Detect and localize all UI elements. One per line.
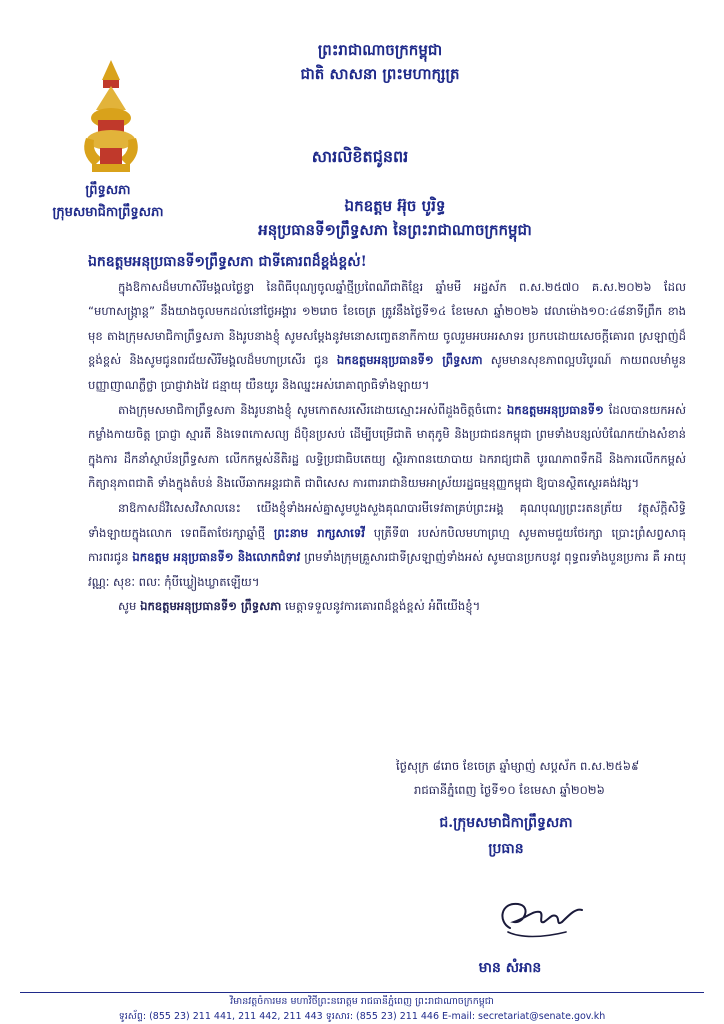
paragraph-3 (88, 496, 686, 594)
footer (20, 994, 704, 1024)
handwritten-signature (480, 888, 600, 948)
signer-organization: ជ.ក្រុមសមាជិកាព្រឹទ្ធសភា (439, 815, 573, 831)
signer-name: មាន សំអាន (478, 960, 542, 976)
recipient-name: ឯកឧត្តម អ៊ុច បូរិទ្ធ (344, 197, 446, 215)
place-and-date: រាជធានីភ្នំពេញ ថ្ងៃទី១០ ខែមេសា ឆ្នាំ២០២៦ (414, 783, 605, 797)
paragraph-3-bold-1: ព្រះនាម រាក្សសាទេវី (273, 525, 365, 540)
paragraph-1-text-a: ក្នុងឱកាសដ៏មហាសិរីមង្គលថ្ងៃខ្វា នៃពិធីបុណ្យចូលឆ្នាំថ្មីប្រពៃណីជាតិខ្មែរ ឆ្នាំមមី អដ្ឋស័ក ព.ស.២៥៧០ គ.ស.២០២៦ ដែល “មហាសង្ក្រាន្ត” នឹងយាងចូលមកដល់នៅថ្ងៃអង្គារ ១២រោច ខែចេត្រ ត្រូវនឹងថ្ងៃទី១៤ ខែមេសា ឆ្នាំ២០២៦ វេលាម៉ោង១០:៤៨នាទីព្រឹក ខាងមុខ តាងក្រុមសមាជិកាព្រឹទ្ធសភា និងរូបនាងខ្ញុំ សូមសម្តែងនូវមនោសញ្ចេតនាកីកាយ ចូលរួមអបអរសាទរ ប្រកបដោយសេចក្តីគោរព ស្រឡាញ់ដ៏ខ្ពង់ខ្ពស់ និងសូមជូនពរជ័យសិរីមង្គលដ៏មហាប្រសើរ ជូន (88, 279, 686, 368)
date-block (396, 754, 696, 802)
paragraph-2-text-b: ដែលបានយកអស់កម្លាំងកាយចិត្ត ប្រាជ្ញា ស្មារតី និងទេពកោសល្យ ដ៏ប៉ិនប្រសប់ ដើម្បីបម្រើជាតិ មាតុភូមិ និងប្រជាជនកម្ពុជា ព្រមទាំងបន្សល់បំណែកយ៉ាងសំខាន់ក្នុងការ ដឹកនាំស្ថាប័នព្រឹទ្ធសភា លើកកម្ពស់នីតិរដ្ឋ លទ្ធិប្រជាធិបតេយ្យ ស្ថិរភាពនយោបាយ ឯករាជ្យជាតិ បូរណភាពទឹកដី និងការលើកកម្ពស់កិត្យានុភាពជាតិ ទាំងក្នុងតំបន់ និងលើឆាកអន្តរជាតិ ជាពិសេស ការពាររាជានិយមអាស្រ័យរដ្ឋធម្មនុញ្ញកម្ពុជា ឱ្យបានស្ថិតស្ថេរគង់វង្ស។ (88, 402, 686, 491)
closing-bold: ឯកឧត្តមអនុប្រធានទី១ ព្រឹទ្ធសភា (140, 599, 282, 614)
letter-body (88, 250, 686, 619)
kingdom-name: ព្រះរាជាណាចក្រកម្ពុជា (317, 41, 443, 59)
recipient-block (200, 194, 590, 242)
document-title: សារលិខិតជូនពរ (311, 147, 409, 166)
signer-block (396, 810, 616, 862)
paragraph-1 (88, 275, 686, 398)
senate-name: ព្រឹទ្ធសភា (85, 183, 131, 198)
closing-line (88, 594, 686, 619)
signer-title: ប្រធាន (488, 841, 524, 857)
kingdom-motto (250, 38, 510, 86)
national-motto: ជាតិ សាសនា ព្រះមហាក្សត្រ (300, 65, 460, 83)
senate-organization (24, 180, 192, 224)
senate-emblem-logo (76, 58, 146, 176)
recipient-position: អនុប្រធានទី១ព្រឹទ្ធសភា នៃព្រះរាជាណាចក្រកម្ពុជា (258, 221, 532, 239)
paragraph-3-text-c: ព្រមទាំងក្រុមគ្រួសារជាទីស្រឡាញ់ទាំងអស់ សូមបានប្រកបនូវ ពុទ្ធពរទាំងបួនប្រការ គឺ អាយុ វណ្ណៈ សុខៈ ពលៈ កុំបីឃ្លៀងឃ្លាតឡើយ។ (88, 550, 686, 589)
lunar-date: ថ្ងៃសុក្រ ៨រោច ខែចេត្រ ឆ្នាំម្សាញ់ សប្តស័ក ព.ស.២៥៦៩ (396, 759, 640, 773)
paragraph-1-text-b: សូមមានសុខភាពល្អបរិបូរណ៍ កាយពលមាំមួន បញ្ញាញាណភ្លឺថ្លា ប្រាជ្ញាវាងវៃ ជន្មាយុ យឺនយូរ និងឈ្នះអស់រោគាព្យាធិទាំងឡាយ។ (88, 353, 686, 392)
closing-text-b: មេត្តាទទួលនូវការគោរពដ៏ខ្ពង់ខ្ពស់ អំពីយើងខ្ញុំ។ (284, 599, 481, 614)
paragraph-2 (88, 398, 686, 496)
committee-name: ក្រុមសមាជិកាព្រឹទ្ធសភា (52, 205, 164, 220)
paragraph-3-bold-2: ឯកឧត្តម អនុប្រធានទី១ និងលោកជំទាវ (132, 550, 301, 565)
paragraph-3-text-b: បុត្រីទី៣ របស់កបិលមហាព្រហ្ម សូមតាមជួយថែរក្សា ប្រោះព្រំសព្វសាធុការពរជូន (88, 525, 686, 565)
salutation: ឯកឧត្តមអនុប្រធានទី១ព្រឹទ្ធសភា ជាទីគោរពដ៏ខ្ពង់ខ្ពស់! (88, 254, 367, 270)
paragraph-1-bold: ឯកឧត្តមអនុប្រធានទី១ ព្រឹទ្ធសភា (336, 353, 483, 368)
closing-text-a: សូម (118, 599, 137, 614)
paragraph-3-text-a: នាឱកាសដ៏វិសេសវិសាលនេះ យើងខ្ញុំទាំងអស់គ្នាសូមបួងសួងគុណបារមីទេវតាគ្រប់ព្រះអង្គ គុណបុណ្យព្រះរតនត្រ័យ វត្ថុស័ក្តិសិទ្ធិទាំងឡាយក្នុងលោក ទេពធីតាថែរក្សាឆ្នាំថ្មី (88, 500, 686, 540)
paragraph-2-bold: ឯកឧត្តមអនុប្រធានទី១ (506, 402, 604, 417)
footer-contact: ទូរស័ព្ទ: (855 23) 211 441, 211 442, 211 443 ទូរសារ: (855 23) 211 446 E-mail: secretariat@senate.gov.kh (118, 1011, 606, 1022)
paragraph-2-text-a: តាងក្រុមសមាជិកាព្រឹទ្ធសភា និងរូបនាងខ្ញុំ សូមកោតសរសើរដោយស្មោះអស់ពីដួងចិត្តចំពោះ (118, 402, 502, 417)
footer-divider (20, 992, 704, 993)
footer-address: វិមានវត្តចំការមន មហាវិថីព្រះនរោត្តម រាជធានីភ្នំពេញ ព្រះរាជាណាចក្រកម្ពុជា (230, 996, 494, 1007)
